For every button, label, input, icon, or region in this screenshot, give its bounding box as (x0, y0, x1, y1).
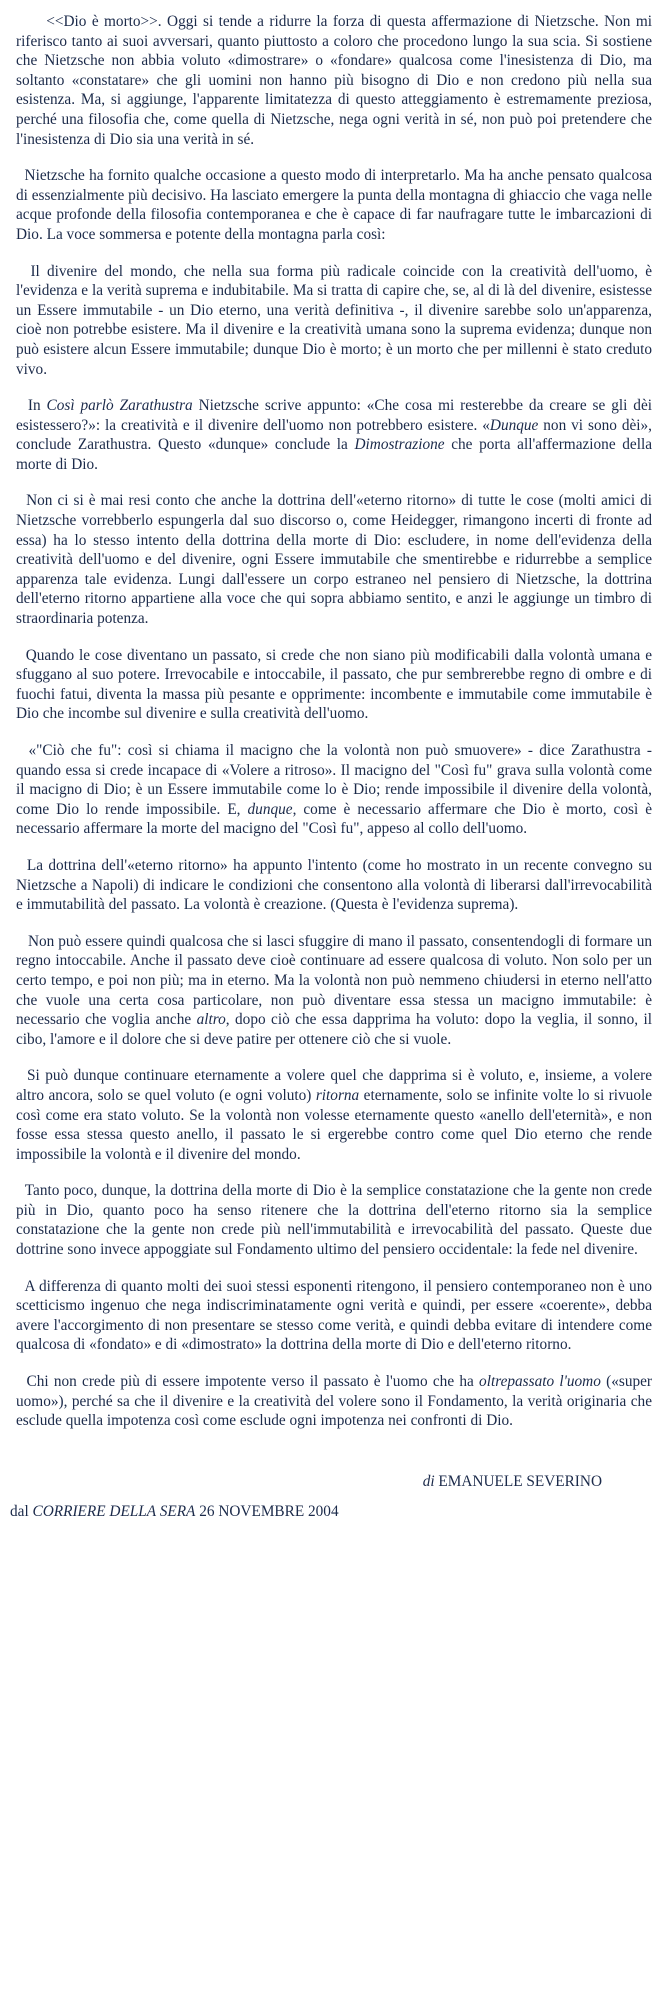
italic-text: oltrepassato l'uomo (479, 1373, 601, 1391)
article-paragraph (16, 262, 656, 380)
paragraph-text: non vi sono dèi», conclude Zarathustra. Questo «dunque» conclude la (16, 416, 656, 454)
author-name: EMANUELE SEVERINO (438, 1472, 602, 1490)
article-paragraph (16, 166, 656, 244)
paragraph-text: La dottrina dell'«eterno ritorno» ha appunto l'intento (come ho mostrato in un recente convegno su Nietzsche a Napoli) di indicare le condizioni che consentono alla volontà di liberarsi dall'irrevocabilità e immutabilità del passato. La volontà è creazione. (Questa è l'evidenza suprema). (16, 856, 656, 914)
article-paragraph (16, 1277, 656, 1355)
article (10, 0, 656, 1521)
paragraph-text: In (16, 397, 47, 415)
paragraph-text: , come è necessario affermare che Dio è morto, così è necessario affermare la morte del macigno del "Così fu", appeso al collo dell'uomo. (16, 800, 656, 838)
paragraph-text: A differenza di quanto molti dei suoi stessi esponenti ritengono, il pensiero contemporaneo non è uno scetticismo ingenuo che nega indiscriminatamente ogni verità e quindi, per essere «coerente», debba avere l'accorgimento di non presentare se stesso come verità, e quindi debba evitare di intendere come qualcosa di «fondato» e di «dimostrato» la dottrina della morte di Dio e dell'eterno ritorno. (16, 1277, 656, 1354)
paragraph-text: Nietzsche ha fornito qualche occasione a questo modo di interpretarlo. Ma ha anche pensato qualcosa di essenzialmente più decisivo. Ha lasciato emergere la punta della montagna di ghiaccio che vaga nelle acque profonde della filosofia contemporanea e che è capace di far naufragare tutte le imbarcazioni di Dio. La voce sommersa e potente della montagna parla così: (16, 167, 656, 243)
paragraph-text: Chi non crede più di essere impotente verso il passato è l'uomo che ha (16, 1373, 480, 1391)
paragraph-text: , dopo ciò che essa dapprima ha voluto: dopo la veglia, il sonno, il cibo, l'amore e il dolore che si deve patire per ottenere ciò che si vuole. (16, 1011, 656, 1048)
article-paragraph (16, 491, 656, 628)
author-signature (16, 1473, 602, 1491)
paragraph-text: Non può essere quindi qualcosa che si lasci sfuggire di mano il passato, consentendogli di formare un regno intoccabile. Anche il passato deve cioè continuare ad essere qualcosa di voluto. Non solo per un certo tempo, e poi non più; ma in eterno. Ma la volontà non può nemmeno chiudersi in eterno nell'atto che vuole una certa cosa particolare, non può diventare essa stessa un macigno immutabile: è necessario che voglia anche (16, 932, 656, 1029)
italic-text: Dunque (489, 416, 539, 434)
source-prefix: dal (10, 1502, 33, 1520)
paragraph-text: <<Dio è morto>>. Oggi si tende a ridurre la forza di questa affermazione di Nietzsche. Non mi riferisco tanto ai suoi avversari, quanto piuttosto a coloro che procedono lungo la sua scia. Si sostiene che Nietzsche non abbia voluto «dimostrare» o «fondare» qualcosa come l'inesistenza di Dio, ma soltanto «constatare» che gli uomini non hanno più bisogno di Dio e non credono più nella sua esistenza. Ma, si aggiunge, l'apparente limitatezza di questo atteggiamento è estremamente preziosa, perché una filosofia che, come quella di Nietzsche, nega ogni verità in sé, non può poi pretendere che l'inesistenza di Dio sia una verità in sé. (16, 13, 656, 148)
article-body (16, 12, 656, 1431)
paragraph-text: Il divenire del mondo, che nella sua forma più radicale coincide con la creatività dell'uomo, è l'evidenza e la verità suprema e indubitabile. Ma si tratta di capire che, se, al di là del divenire, esistesse un Essere immutabile - un Dio eterno, una verità definitiva -, il divenire sarebbe solo un'apparenza, cioè non potrebbe esistere. Ma il divenire e la creatività umana sono la suprema evidenza; dunque non può esistere alcun Essere immutabile; dunque Dio è morto; è un morto che per millenni è stato creduto vivo. (16, 262, 656, 378)
italic-text: ritorna (315, 1086, 360, 1104)
italic-text: Così parlò Zarathustra (46, 397, 193, 415)
paragraph-text: Si può dunque continuare eternamente a volere quel che dapprima si è voluto, e, insieme, a volere altro ancora, solo se quel voluto (e ogni voluto) (16, 1067, 656, 1104)
article-paragraph (16, 1372, 656, 1431)
paragraph-text: che porta all'affermazione della morte di Dio. (16, 436, 656, 473)
article-paragraph (16, 1181, 656, 1259)
paragraph-text: eternamente, solo se infinite volte lo si rivuole così come era stato voluto. Se la volontà non volesse eternamente questo «anello dell'eternità», e non fosse essa stessa questo anello, il passato le si ergerebbe contro come quel Dio eterno che rende impossibile la volontà e il divenire del mondo. (16, 1086, 656, 1163)
article-paragraph (16, 1066, 656, 1164)
italic-text: dunque (247, 800, 293, 818)
article-paragraph (16, 12, 656, 149)
paragraph-text: Non ci si è mai resi conto che anche la dottrina dell'«eterno ritorno» di tutte le cose (molti amici di Nietzsche vorrebberlo espungerla dal suo discorso o, come Heidegger, rimangono incerti di fronte ad essa) ha lo stesso intento della dottrina della morte di Dio: escludere, in nome dell'evidenza della creatività dell'uomo e del divenire, ogni Essere immutabile che smentirebbe e ridurrebbe a semplice apparenza tale evidenza. Lungi dall'essere un corpo estraneo nel pensiero di Nietzsche, la dottrina dell'eterno ritorno appartiene alla voce che qui sopra abbiamo sentito, e anzi le aggiunge un timbro di straordinaria potenza. (16, 492, 656, 628)
article-paragraph (16, 396, 656, 474)
publication-name: CORRIERE DELLA SERA (32, 1502, 196, 1520)
publication-date: 26 NOVEMBRE 2004 (195, 1502, 339, 1520)
italic-text: Dimostrazione (354, 436, 445, 454)
article-paragraph (16, 856, 656, 915)
paragraph-text: Tanto poco, dunque, la dottrina della morte di Dio è la semplice constatazione che la gente non crede più in Dio, quanto poco ha senso ritenere che la dottrina dell'eterno ritorno sia la semplice constatazione che la gente non crede più nell'immutabilità e irrevocabilità del passato. Queste due dottrine sono invece appoggiate sul Fondamento ultimo del pensiero occidentale: la fede nel divenire. (16, 1182, 656, 1259)
italic-text: altro (196, 1011, 226, 1029)
signature-prefix: di (422, 1472, 435, 1490)
article-paragraph (16, 741, 656, 839)
paragraph-text: («super uomo»), perché sa che il divenire e la creatività del volere sono il Fondamento, la verità originaria che esclude quella impotenza così come esclude ogni impotenza nei confronti di Dio. (16, 1373, 656, 1430)
article-paragraph (16, 646, 656, 724)
paragraph-text: Nietzsche scrive appunto: «Che cosa mi resterebbe da creare se gli dèi esistessero?»: la creatività e il divenire dell'uomo non potrebbero esistere. « (16, 397, 656, 434)
paragraph-text: «"Ciò che fu": così si chiama il macigno che la volontà non può smuovere» - dice Zarathustra - quando essa si crede incapace di «Volere a ritroso». Il macigno del "Così fu" grava sulla volontà come il macigno di Dio; è un Essere immutabile come lo è Dio; rende impossibile il divenire della volontà, come Dio lo rende impossibile. E, (16, 742, 656, 818)
paragraph-text: Quando le cose diventano un passato, si crede che non siano più modificabili dalla volontà umana e sfuggano al suo potere. Irrevocabile e intoccabile, il passato, che pur sembrerebbe regno di ombre e di fuochi fatui, diventa la massa più pesante e opprimente: incombente e immutabile come immutabile è Dio che incombe sul divenire e sulla creatività dell'uomo. (16, 646, 656, 723)
article-paragraph (16, 932, 656, 1050)
source-line (10, 1503, 652, 1521)
